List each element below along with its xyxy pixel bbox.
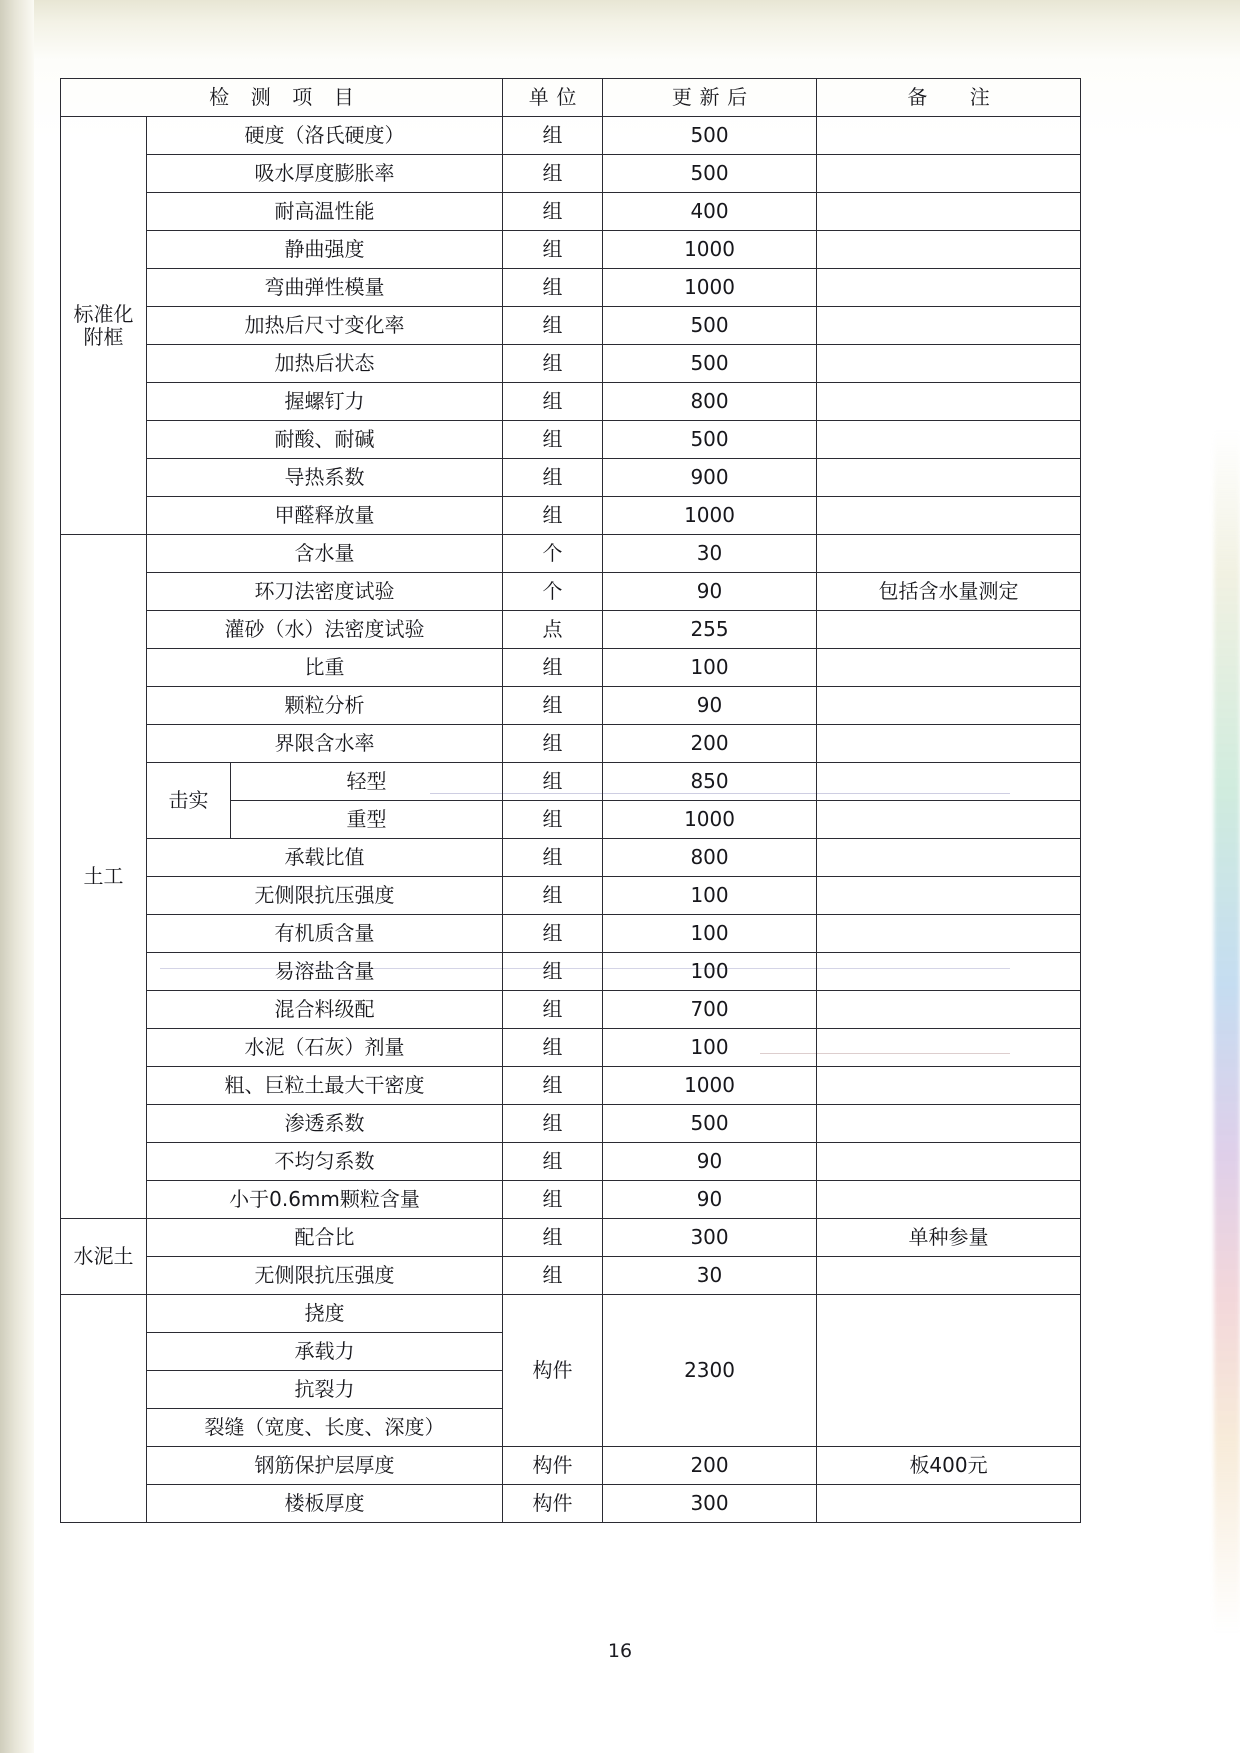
table-row [61, 687, 1081, 725]
item-value: 90 [603, 1181, 817, 1219]
item-value: 500 [603, 117, 817, 155]
test-items-table-container [60, 78, 1080, 1523]
item-value: 500 [603, 155, 817, 193]
table-row [61, 1257, 1081, 1295]
item-name: 楼板厚度 [147, 1485, 503, 1523]
item-remark [817, 991, 1081, 1029]
item-value: 1000 [603, 1067, 817, 1105]
item-remark [817, 839, 1081, 877]
item-unit: 组 [503, 117, 603, 155]
table-row [61, 421, 1081, 459]
group-label-cement-soil: 水泥土 [61, 1219, 147, 1295]
item-unit: 组 [503, 345, 603, 383]
item-value: 200 [603, 1447, 817, 1485]
item-remark [817, 953, 1081, 991]
item-name: 抗裂力 [147, 1371, 503, 1409]
group-label-standard-frame: 标准化附框 [61, 117, 147, 535]
item-unit: 构件 [503, 1295, 603, 1447]
item-name: 重型 [231, 801, 503, 839]
item-unit: 组 [503, 1067, 603, 1105]
item-value: 200 [603, 725, 817, 763]
item-value: 100 [603, 1029, 817, 1067]
item-name: 耐高温性能 [147, 193, 503, 231]
item-value: 100 [603, 915, 817, 953]
item-name: 粗、巨粒土最大干密度 [147, 1067, 503, 1105]
item-unit: 组 [503, 1105, 603, 1143]
item-name: 静曲强度 [147, 231, 503, 269]
item-unit: 组 [503, 193, 603, 231]
table-row [61, 1067, 1081, 1105]
item-name: 弯曲弹性模量 [147, 269, 503, 307]
item-unit: 个 [503, 535, 603, 573]
item-value: 700 [603, 991, 817, 1029]
item-name: 含水量 [147, 535, 503, 573]
item-remark: 板400元 [817, 1447, 1081, 1485]
item-unit: 组 [503, 953, 603, 991]
item-remark [817, 1257, 1081, 1295]
item-value: 1000 [603, 801, 817, 839]
item-value: 30 [603, 535, 817, 573]
item-value: 300 [603, 1219, 817, 1257]
item-unit: 个 [503, 573, 603, 611]
table-row [61, 991, 1081, 1029]
item-value: 1000 [603, 231, 817, 269]
item-value: 90 [603, 687, 817, 725]
item-value: 1000 [603, 269, 817, 307]
item-value: 100 [603, 877, 817, 915]
table-row [61, 345, 1081, 383]
table-row [61, 193, 1081, 231]
table-row [61, 611, 1081, 649]
page-number: 16 [607, 1640, 633, 1662]
item-name: 耐酸、耐碱 [147, 421, 503, 459]
item-remark [817, 725, 1081, 763]
table-row [61, 763, 1081, 801]
table-row [61, 1181, 1081, 1219]
item-value: 2300 [603, 1295, 817, 1447]
item-value: 500 [603, 307, 817, 345]
item-remark [817, 345, 1081, 383]
item-remark [817, 915, 1081, 953]
item-value: 30 [603, 1257, 817, 1295]
item-unit: 构件 [503, 1485, 603, 1523]
item-name: 界限含水率 [147, 725, 503, 763]
item-unit: 组 [503, 459, 603, 497]
item-name: 混合料级配 [147, 991, 503, 1029]
item-unit: 组 [503, 497, 603, 535]
item-name: 水泥（石灰）剂量 [147, 1029, 503, 1067]
table-row [61, 1219, 1081, 1257]
item-name: 硬度（洛氏硬度） [147, 117, 503, 155]
item-unit: 组 [503, 269, 603, 307]
item-name: 渗透系数 [147, 1105, 503, 1143]
table-row [61, 269, 1081, 307]
item-unit: 组 [503, 1143, 603, 1181]
item-name: 颗粒分析 [147, 687, 503, 725]
table-row [61, 725, 1081, 763]
item-remark: 包括含水量测定 [817, 573, 1081, 611]
table-row [61, 573, 1081, 611]
item-remark [817, 307, 1081, 345]
item-unit: 组 [503, 307, 603, 345]
item-unit: 组 [503, 725, 603, 763]
table-row [61, 649, 1081, 687]
table-row [61, 1105, 1081, 1143]
table-row [61, 839, 1081, 877]
item-value: 100 [603, 953, 817, 991]
table-row [61, 535, 1081, 573]
item-unit: 组 [503, 231, 603, 269]
item-name: 承载比值 [147, 839, 503, 877]
item-value: 850 [603, 763, 817, 801]
item-name: 配合比 [147, 1219, 503, 1257]
item-remark [817, 649, 1081, 687]
item-unit: 组 [503, 649, 603, 687]
item-name: 小于0.6mm颗粒含量 [147, 1181, 503, 1219]
item-remark [817, 117, 1081, 155]
item-remark [817, 1181, 1081, 1219]
item-value: 90 [603, 573, 817, 611]
item-name: 导热系数 [147, 459, 503, 497]
item-remark [817, 231, 1081, 269]
subgroup-label-compaction: 击实 [147, 763, 231, 839]
table-row [61, 155, 1081, 193]
item-remark [817, 155, 1081, 193]
group-label-geotechnical: 土工 [61, 535, 147, 1219]
table-row [61, 877, 1081, 915]
item-unit: 组 [503, 801, 603, 839]
item-remark [817, 497, 1081, 535]
item-remark [817, 1067, 1081, 1105]
item-remark [817, 193, 1081, 231]
item-name: 有机质含量 [147, 915, 503, 953]
item-unit: 组 [503, 383, 603, 421]
item-value: 400 [603, 193, 817, 231]
item-unit: 组 [503, 1029, 603, 1067]
table-row [61, 459, 1081, 497]
table-row [61, 1143, 1081, 1181]
item-name: 无侧限抗压强度 [147, 877, 503, 915]
item-value: 300 [603, 1485, 817, 1523]
table-row [61, 117, 1081, 155]
item-name: 比重 [147, 649, 503, 687]
item-unit: 组 [503, 877, 603, 915]
item-unit: 组 [503, 763, 603, 801]
table-row [61, 383, 1081, 421]
item-unit: 组 [503, 915, 603, 953]
item-remark [817, 611, 1081, 649]
item-name: 裂缝（宽度、长度、深度） [147, 1409, 503, 1447]
item-value: 255 [603, 611, 817, 649]
table-row [61, 1485, 1081, 1523]
item-name: 灌砂（水）法密度试验 [147, 611, 503, 649]
item-remark [817, 877, 1081, 915]
group-label-component [61, 1295, 147, 1523]
item-name: 吸水厚度膨胀率 [147, 155, 503, 193]
item-remark [817, 383, 1081, 421]
table-row [61, 1295, 1081, 1333]
item-unit: 组 [503, 687, 603, 725]
item-value: 500 [603, 421, 817, 459]
header-remark: 备 注 [817, 79, 1081, 117]
item-remark [817, 459, 1081, 497]
header-updated: 更新后 [603, 79, 817, 117]
item-unit: 组 [503, 421, 603, 459]
item-unit: 组 [503, 1181, 603, 1219]
item-remark [817, 269, 1081, 307]
item-unit: 构件 [503, 1447, 603, 1485]
table-row [61, 953, 1081, 991]
item-value: 90 [603, 1143, 817, 1181]
item-unit: 组 [503, 1219, 603, 1257]
table-row [61, 1029, 1081, 1067]
item-name: 易溶盐含量 [147, 953, 503, 991]
item-name: 承载力 [147, 1333, 503, 1371]
item-remark [817, 687, 1081, 725]
item-name: 挠度 [147, 1295, 503, 1333]
item-value: 1000 [603, 497, 817, 535]
item-name: 加热后尺寸变化率 [147, 307, 503, 345]
test-items-table [60, 78, 1081, 1523]
table-row [61, 1447, 1081, 1485]
item-value: 900 [603, 459, 817, 497]
item-unit: 点 [503, 611, 603, 649]
item-value: 500 [603, 345, 817, 383]
item-name: 握螺钉力 [147, 383, 503, 421]
item-remark [817, 1295, 1081, 1447]
item-remark: 单种参量 [817, 1219, 1081, 1257]
item-name: 钢筋保护层厚度 [147, 1447, 503, 1485]
table-row [61, 307, 1081, 345]
item-remark [817, 763, 1081, 801]
item-remark [817, 1143, 1081, 1181]
item-remark [817, 801, 1081, 839]
item-name: 甲醛释放量 [147, 497, 503, 535]
item-remark [817, 1105, 1081, 1143]
table-row [61, 915, 1081, 953]
item-name: 轻型 [231, 763, 503, 801]
header-item: 检 测 项 目 [61, 79, 503, 117]
item-name: 无侧限抗压强度 [147, 1257, 503, 1295]
item-remark [817, 421, 1081, 459]
item-unit: 组 [503, 839, 603, 877]
item-value: 100 [603, 649, 817, 687]
table-row [61, 497, 1081, 535]
header-unit: 单位 [503, 79, 603, 117]
item-name: 加热后状态 [147, 345, 503, 383]
item-name: 不均匀系数 [147, 1143, 503, 1181]
item-value: 800 [603, 839, 817, 877]
item-remark [817, 1485, 1081, 1523]
item-unit: 组 [503, 991, 603, 1029]
table-header-row [61, 79, 1081, 117]
item-remark [817, 535, 1081, 573]
item-unit: 组 [503, 155, 603, 193]
item-remark [817, 1029, 1081, 1067]
item-unit: 组 [503, 1257, 603, 1295]
item-value: 500 [603, 1105, 817, 1143]
item-name: 环刀法密度试验 [147, 573, 503, 611]
table-row [61, 231, 1081, 269]
item-value: 800 [603, 383, 817, 421]
